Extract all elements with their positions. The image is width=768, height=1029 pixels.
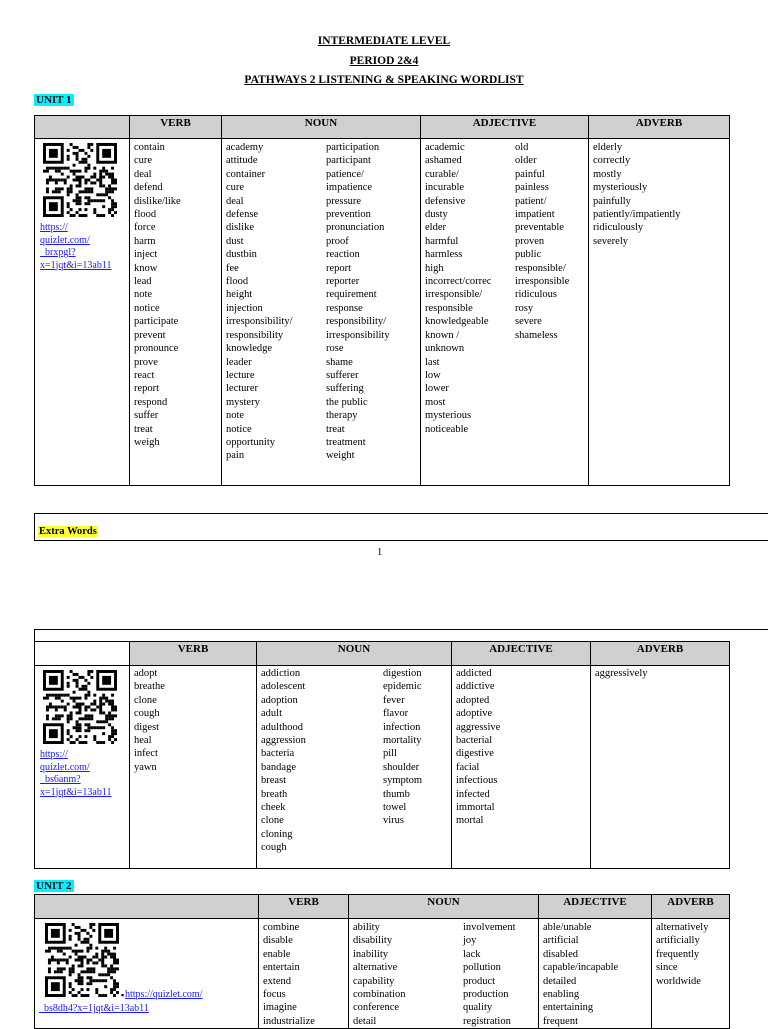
- word-item: lack: [463, 948, 481, 960]
- word-item: combine: [263, 922, 300, 933]
- word-item: flood: [134, 209, 157, 221]
- word-item: infectious: [456, 775, 498, 787]
- word-item: defense: [226, 209, 259, 221]
- word-item: able/unable: [543, 922, 592, 933]
- word-item: fever: [383, 694, 405, 706]
- word-item: joy: [463, 935, 477, 947]
- word-item: unknown: [425, 343, 465, 355]
- divider: [34, 513, 768, 514]
- word-item: addictive: [456, 681, 495, 693]
- word-item: proof: [326, 235, 349, 247]
- unit1-noun-cell: [222, 139, 421, 486]
- link-line[interactable]: https://: [40, 749, 68, 760]
- word-item: adolescent: [261, 681, 306, 693]
- word-item: enabling: [543, 989, 580, 1001]
- word-item: older: [515, 155, 537, 167]
- word-item: react: [134, 369, 155, 381]
- extra-noun-cell: [257, 666, 452, 869]
- word-item: prove: [134, 356, 158, 368]
- divider: [34, 513, 35, 540]
- word-item: correctly: [593, 155, 631, 167]
- unit2-quizlet-link[interactable]: https://quizlet.com/: [125, 989, 203, 1000]
- unit1-header-adverb: ADVERB: [589, 116, 730, 139]
- word-item: adoption: [261, 694, 298, 706]
- word-item: report: [326, 262, 352, 274]
- word-item: dislike/like: [134, 195, 181, 207]
- word-item: imagine: [263, 1002, 297, 1014]
- extra-adverb-cell: [591, 666, 730, 869]
- word-item: elderly: [593, 142, 623, 153]
- unit2-label: UNIT 2: [36, 880, 72, 892]
- word-item: proven: [515, 235, 545, 247]
- word-item: therapy: [326, 410, 358, 422]
- word-item: thumb: [383, 788, 410, 800]
- word-item: bacterial: [456, 735, 493, 747]
- word-item: mysteriously: [593, 182, 648, 194]
- word-item: participation: [326, 142, 380, 153]
- extra-noun-list-1: [257, 666, 379, 855]
- word-item: adult: [261, 708, 282, 720]
- word-item: mystery: [226, 396, 260, 408]
- unit1-header-verb: VERB: [130, 116, 222, 139]
- word-item: shameless: [515, 329, 558, 341]
- unit2-quizlet-link-cont[interactable]: _bs8dh4?x=1jqt&i=13ab11: [39, 1003, 149, 1014]
- word-item: mortal: [456, 815, 484, 827]
- word-item: container: [226, 168, 266, 180]
- word-item: registration: [463, 1015, 511, 1027]
- extra-header-blank: [35, 642, 130, 666]
- word-item: addiction: [261, 668, 301, 679]
- unit2-header-noun: NOUN: [349, 895, 539, 919]
- word-item: pronunciation: [326, 222, 385, 234]
- word-item: participate: [134, 316, 179, 328]
- link-line[interactable]: _bs6anm?: [40, 774, 81, 785]
- word-item: incorrect/correc: [425, 276, 492, 288]
- word-item: harmful: [425, 235, 459, 247]
- word-item: requirement: [326, 289, 377, 301]
- unit2-header-adverb: ADVERB: [652, 895, 730, 919]
- word-item: ashamed: [425, 155, 462, 167]
- word-item: immortal: [456, 802, 495, 814]
- unit2-verb-cell: [259, 919, 349, 1029]
- unit2-noun-cell: [349, 919, 539, 1029]
- word-item: frequently: [656, 948, 700, 960]
- extra-header-adverb: ADVERB: [591, 642, 730, 666]
- word-item: flood: [226, 276, 249, 288]
- word-item: clone: [134, 694, 157, 706]
- extra-qr-cell: [35, 666, 130, 869]
- word-item: suffer: [134, 410, 159, 422]
- word-item: responsible/: [515, 262, 566, 274]
- word-item: clone: [261, 815, 284, 827]
- word-item: participant: [326, 155, 371, 167]
- word-item: force: [134, 222, 156, 234]
- word-item: opportunity: [226, 436, 275, 448]
- word-item: quality: [463, 1002, 493, 1014]
- unit1-verb-list: [130, 139, 181, 449]
- word-item: incurable: [425, 182, 465, 194]
- bullet: ▪: [121, 990, 125, 1000]
- divider: [34, 629, 768, 630]
- word-item: public: [515, 249, 542, 261]
- word-item: notice: [226, 423, 252, 435]
- word-item: addicted: [456, 668, 492, 679]
- unit2-adverb-list: [652, 919, 708, 988]
- word-item: pressure: [326, 195, 361, 207]
- word-item: prevention: [326, 209, 371, 221]
- unit1-header-adjective: ADJECTIVE: [421, 116, 589, 139]
- word-item: suffering: [326, 383, 364, 395]
- word-item: leader: [226, 356, 252, 368]
- unit1-verb-cell: [130, 139, 222, 486]
- word-item: yawn: [134, 761, 157, 773]
- word-item: bacteria: [261, 748, 295, 760]
- unit1-noun-list-1: [222, 139, 322, 463]
- unit1-noun-list-2: [322, 139, 412, 463]
- word-item: detailed: [543, 975, 577, 987]
- word-item: note: [226, 410, 245, 422]
- word-item: inability: [353, 948, 388, 960]
- unit2-qr-cell: [35, 919, 259, 1029]
- word-item: aggressive: [456, 721, 501, 733]
- word-item: pronounce: [134, 343, 179, 355]
- word-item: involvement: [463, 922, 516, 933]
- word-item: painless: [515, 182, 549, 194]
- word-item: treatment: [326, 436, 366, 448]
- word-item: breath: [261, 788, 288, 800]
- extra-words-table: [34, 641, 730, 869]
- unit2-noun-list-2: [459, 919, 535, 1028]
- link-line[interactable]: https://: [40, 222, 68, 233]
- extra-quizlet-link[interactable]: [35, 749, 129, 799]
- word-item: deal: [134, 168, 152, 180]
- word-item: irresponsibility: [326, 329, 390, 341]
- word-item: product: [463, 975, 496, 987]
- word-item: alternatively: [656, 922, 709, 933]
- period-title: PERIOD 2&4: [349, 55, 419, 67]
- word-item: aggressively: [595, 668, 648, 679]
- word-item: extend: [263, 975, 291, 987]
- word-item: lead: [134, 276, 152, 288]
- unit2-header-verb: VERB: [259, 895, 349, 919]
- unit1-header-blank: [35, 116, 130, 139]
- divider: [34, 629, 35, 641]
- link-line[interactable]: quizlet.com/: [40, 234, 90, 246]
- word-item: enable: [263, 948, 291, 960]
- word-item: entertain: [263, 962, 300, 974]
- word-item: cure: [226, 182, 245, 194]
- extra-verb-cell: [130, 666, 257, 869]
- extra-header-adjective: ADJECTIVE: [452, 642, 591, 666]
- word-item: cough: [261, 842, 287, 854]
- extra-header-noun: NOUN: [257, 642, 452, 666]
- word-item: capability: [353, 975, 395, 987]
- word-item: defend: [134, 182, 163, 194]
- word-item: industrialize: [263, 1015, 315, 1027]
- word-item: towel: [383, 802, 407, 814]
- word-item: responsibility: [226, 329, 284, 341]
- word-item: alternative: [353, 962, 398, 974]
- word-item: infected: [456, 788, 490, 800]
- word-item: academic: [425, 142, 465, 153]
- word-item: severely: [593, 235, 628, 247]
- word-item: height: [226, 289, 253, 301]
- word-item: pain: [226, 450, 245, 462]
- word-item: severe: [515, 316, 542, 328]
- word-item: mortality: [383, 735, 422, 747]
- unit2-verb-list: [259, 919, 315, 1028]
- word-item: cheek: [261, 802, 286, 814]
- word-item: fee: [226, 262, 239, 274]
- word-item: weigh: [134, 436, 160, 448]
- word-item: knowledgeable: [425, 316, 489, 328]
- unit2-table: [34, 894, 730, 1029]
- link-line[interactable]: x=1jqt&i=13ab11: [40, 259, 112, 271]
- word-item: most: [425, 396, 446, 408]
- unit1-table: [34, 115, 730, 486]
- unit1-adjective-cell: [421, 139, 589, 486]
- unit1-header-noun: NOUN: [222, 116, 421, 139]
- extra-adjective-cell: [452, 666, 591, 869]
- wordlist-title: PATHWAYS 2 LISTENING & SPEAKING WORDLIST: [244, 74, 524, 86]
- word-item: disable: [263, 935, 293, 947]
- unit1-adverb-cell: [589, 139, 730, 486]
- qr-code-icon[interactable]: [43, 923, 121, 997]
- word-item: deal: [226, 195, 244, 207]
- word-item: infect: [134, 748, 158, 760]
- word-item: breathe: [134, 681, 165, 693]
- word-item: note: [134, 289, 153, 301]
- word-item: sufferer: [326, 369, 359, 381]
- word-item: aggression: [261, 735, 306, 747]
- word-item: impatience: [326, 182, 373, 194]
- word-item: noticeable: [425, 423, 469, 435]
- word-item: contain: [134, 142, 165, 153]
- unit2-adjective-cell: [539, 919, 652, 1029]
- word-item: dusty: [425, 209, 448, 221]
- word-item: irresponsibility/: [226, 316, 293, 328]
- link-line[interactable]: x=1jqt&i=13ab11: [40, 786, 112, 798]
- unit1-adjective-list-2: [511, 139, 585, 342]
- word-item: patient/: [515, 195, 547, 207]
- unit2-header-blank: [35, 895, 259, 919]
- word-item: irresponsible: [515, 276, 570, 288]
- word-item: dislike: [226, 222, 254, 234]
- doc-title: INTERMEDIATE LEVEL: [317, 35, 451, 47]
- word-item: last: [425, 356, 440, 368]
- word-item: focus: [263, 989, 286, 1001]
- word-item: heal: [134, 735, 152, 747]
- word-item: ridiculously: [593, 222, 644, 234]
- word-item: facial: [456, 761, 480, 773]
- word-item: treat: [134, 423, 153, 435]
- word-item: pill: [383, 748, 398, 760]
- word-item: mysterious: [425, 410, 472, 422]
- word-item: preventable: [515, 222, 564, 234]
- word-item: reporter: [326, 276, 360, 288]
- unit1-adjective-list-1: [421, 139, 511, 436]
- word-item: adopted: [456, 694, 490, 706]
- divider: [34, 540, 768, 541]
- word-item: inject: [134, 249, 158, 261]
- word-item: notice: [134, 302, 160, 314]
- word-item: painful: [515, 168, 545, 180]
- link-line[interactable]: _brxpgl?: [40, 247, 76, 258]
- word-item: patiently/impatiently: [593, 209, 681, 221]
- word-item: flavor: [383, 708, 409, 720]
- page-number: 1: [377, 547, 383, 558]
- link-line[interactable]: quizlet.com/: [40, 761, 90, 773]
- word-item: entertaining: [543, 1002, 594, 1014]
- word-item: responsible: [425, 302, 473, 314]
- word-item: frequent: [543, 1015, 578, 1027]
- word-item: epidemic: [383, 681, 422, 693]
- word-item: irresponsible/: [425, 289, 483, 301]
- word-item: dust: [226, 235, 244, 247]
- word-item: treat: [326, 423, 345, 435]
- word-item: respond: [134, 396, 168, 408]
- word-item: pollution: [463, 962, 501, 974]
- unit2-header-adjective: ADJECTIVE: [539, 895, 652, 919]
- word-item: rose: [326, 343, 344, 355]
- unit1-quizlet-link[interactable]: [35, 222, 129, 272]
- word-item: lecturer: [226, 383, 259, 395]
- extra-adverb-list: [591, 666, 648, 680]
- word-item: production: [463, 989, 509, 1001]
- word-item: injection: [226, 302, 263, 314]
- unit1-label: UNIT 1: [36, 94, 72, 106]
- word-item: harmless: [425, 249, 463, 261]
- word-item: cloning: [261, 828, 293, 840]
- word-item: ridiculous: [515, 289, 557, 301]
- word-item: attitude: [226, 155, 258, 167]
- word-item: breast: [261, 775, 287, 787]
- extra-header-verb: VERB: [130, 642, 257, 666]
- word-item: digestion: [383, 668, 422, 679]
- word-item: lecture: [226, 369, 255, 381]
- word-item: known /: [425, 329, 460, 341]
- word-item: report: [134, 383, 160, 395]
- word-item: adulthood: [261, 721, 303, 733]
- word-item: impatient: [515, 209, 555, 221]
- extra-adjective-list: [452, 666, 500, 828]
- word-item: combination: [353, 989, 406, 1001]
- word-item: virus: [383, 815, 404, 827]
- unit1-qr-cell: [35, 139, 130, 486]
- word-item: rosy: [515, 302, 534, 314]
- word-item: symptom: [383, 775, 423, 787]
- word-item: digest: [134, 721, 160, 733]
- unit2-noun-list-1: [349, 919, 459, 1028]
- word-item: cough: [134, 708, 160, 720]
- word-item: bandage: [261, 761, 296, 773]
- word-item: shoulder: [383, 761, 420, 773]
- word-item: artificial: [543, 935, 579, 947]
- word-item: the public: [326, 396, 368, 408]
- word-item: painfully: [593, 195, 631, 207]
- word-item: low: [425, 369, 441, 381]
- word-item: know: [134, 262, 158, 274]
- extra-verb-list: [130, 666, 165, 774]
- word-item: reaction: [326, 249, 360, 261]
- word-item: worldwide: [656, 975, 701, 987]
- word-item: academy: [226, 142, 264, 153]
- unit2-adjective-list: [539, 919, 618, 1028]
- word-item: disability: [353, 935, 393, 947]
- word-item: elder: [425, 222, 446, 234]
- word-item: curable/: [425, 168, 459, 180]
- unit1-adverb-list: [589, 139, 680, 248]
- word-item: lower: [425, 383, 449, 395]
- word-item: capable/incapable: [543, 962, 619, 974]
- word-item: adoptive: [456, 708, 493, 720]
- word-item: disabled: [543, 948, 578, 960]
- word-item: harm: [134, 235, 156, 247]
- word-item: weight: [326, 450, 355, 462]
- word-item: old: [515, 142, 529, 153]
- word-item: defensive: [425, 195, 466, 207]
- word-item: prevent: [134, 329, 166, 341]
- word-item: knowledge: [226, 343, 273, 355]
- word-item: digestive: [456, 748, 494, 760]
- word-item: since: [656, 962, 678, 974]
- qr-code-icon[interactable]: [41, 143, 119, 217]
- extra-words-label: Extra Words: [39, 526, 97, 537]
- word-item: ability: [353, 922, 380, 933]
- word-item: response: [326, 302, 363, 314]
- word-item: conference: [353, 1002, 400, 1014]
- unit2-adverb-cell: [652, 919, 730, 1029]
- word-item: shame: [326, 356, 353, 368]
- word-item: cure: [134, 155, 153, 167]
- qr-code-icon[interactable]: [41, 670, 119, 744]
- word-item: patience/: [326, 168, 364, 180]
- word-item: detail: [353, 1015, 377, 1027]
- word-item: dustbin: [226, 249, 257, 261]
- word-item: adopt: [134, 668, 158, 679]
- word-item: high: [425, 262, 444, 274]
- word-item: artificially: [656, 935, 700, 947]
- extra-noun-list-2: [379, 666, 447, 828]
- word-item: mostly: [593, 168, 622, 180]
- word-item: infection: [383, 721, 421, 733]
- word-item: responsibility/: [326, 316, 387, 328]
